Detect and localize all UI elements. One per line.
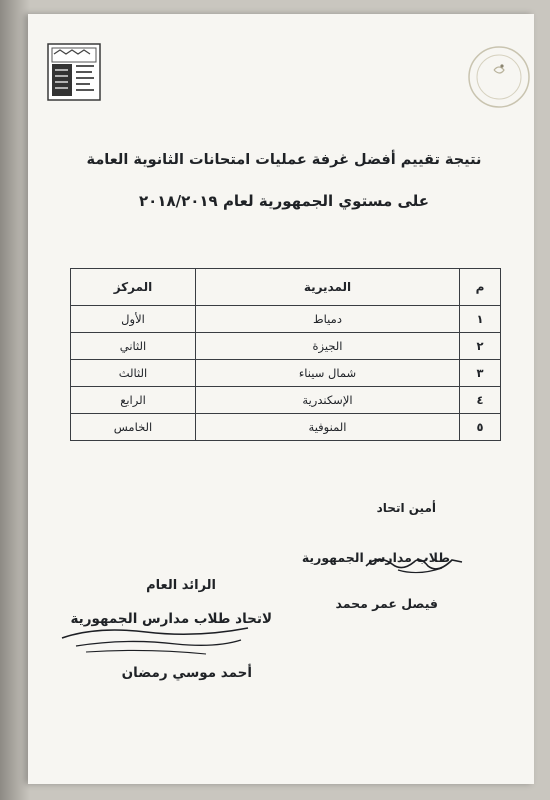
leader-name: أحمد موسي رمضان (121, 665, 252, 681)
secretary-org: طلاب مدارس الجمهورية (301, 550, 450, 565)
document-title: نتيجة تقييم أفضل غرفة عمليات امتحانات الثانوية العامة (86, 152, 482, 168)
header-rank: المركز (71, 269, 196, 306)
secretary-handwritten-signature-icon (358, 544, 468, 584)
secretary-name: فيصل عمر محمد (335, 595, 438, 611)
table-row (71, 360, 501, 387)
row-num: ٣ (460, 360, 501, 387)
secretary-title: أمين اتحاد (376, 501, 436, 515)
table-row (71, 306, 501, 333)
table-row (71, 333, 501, 360)
row-num: ١ (460, 306, 501, 333)
row-directorate: دمياط (196, 306, 460, 333)
row-rank: الرابع (71, 387, 196, 414)
leader-title: الرائد العام (146, 578, 216, 593)
row-directorate: الإسكندرية (196, 387, 460, 414)
row-rank: الأول (71, 306, 196, 333)
row-directorate: شمال سيناء (196, 360, 460, 387)
table-row (71, 387, 501, 414)
row-directorate: المنوفية (196, 414, 460, 441)
row-directorate: الجيزة (196, 333, 460, 360)
table-row (71, 414, 501, 441)
row-num: ٢ (460, 333, 501, 360)
table-header-row (71, 269, 501, 306)
union-logo-icon (46, 42, 102, 102)
header-directorate: المديرية (196, 269, 460, 306)
results-table (70, 268, 501, 441)
ministry-seal-icon (464, 42, 534, 112)
row-num: ٥ (460, 414, 501, 441)
document-subtitle: على مستوي الجمهورية لعام ٢٠١٨/٢٠١٩ (138, 192, 430, 210)
row-rank: الخامس (71, 414, 196, 441)
row-num: ٤ (460, 387, 501, 414)
page-edge-shadow (0, 0, 30, 800)
document-page (28, 14, 534, 784)
leader-handwritten-signature-icon (56, 618, 256, 662)
leader-org: لاتحاد طلاب مدارس الجمهورية (70, 611, 272, 627)
header-num: م (460, 269, 501, 306)
row-rank: الثالث (71, 360, 196, 387)
row-rank: الثاني (71, 333, 196, 360)
